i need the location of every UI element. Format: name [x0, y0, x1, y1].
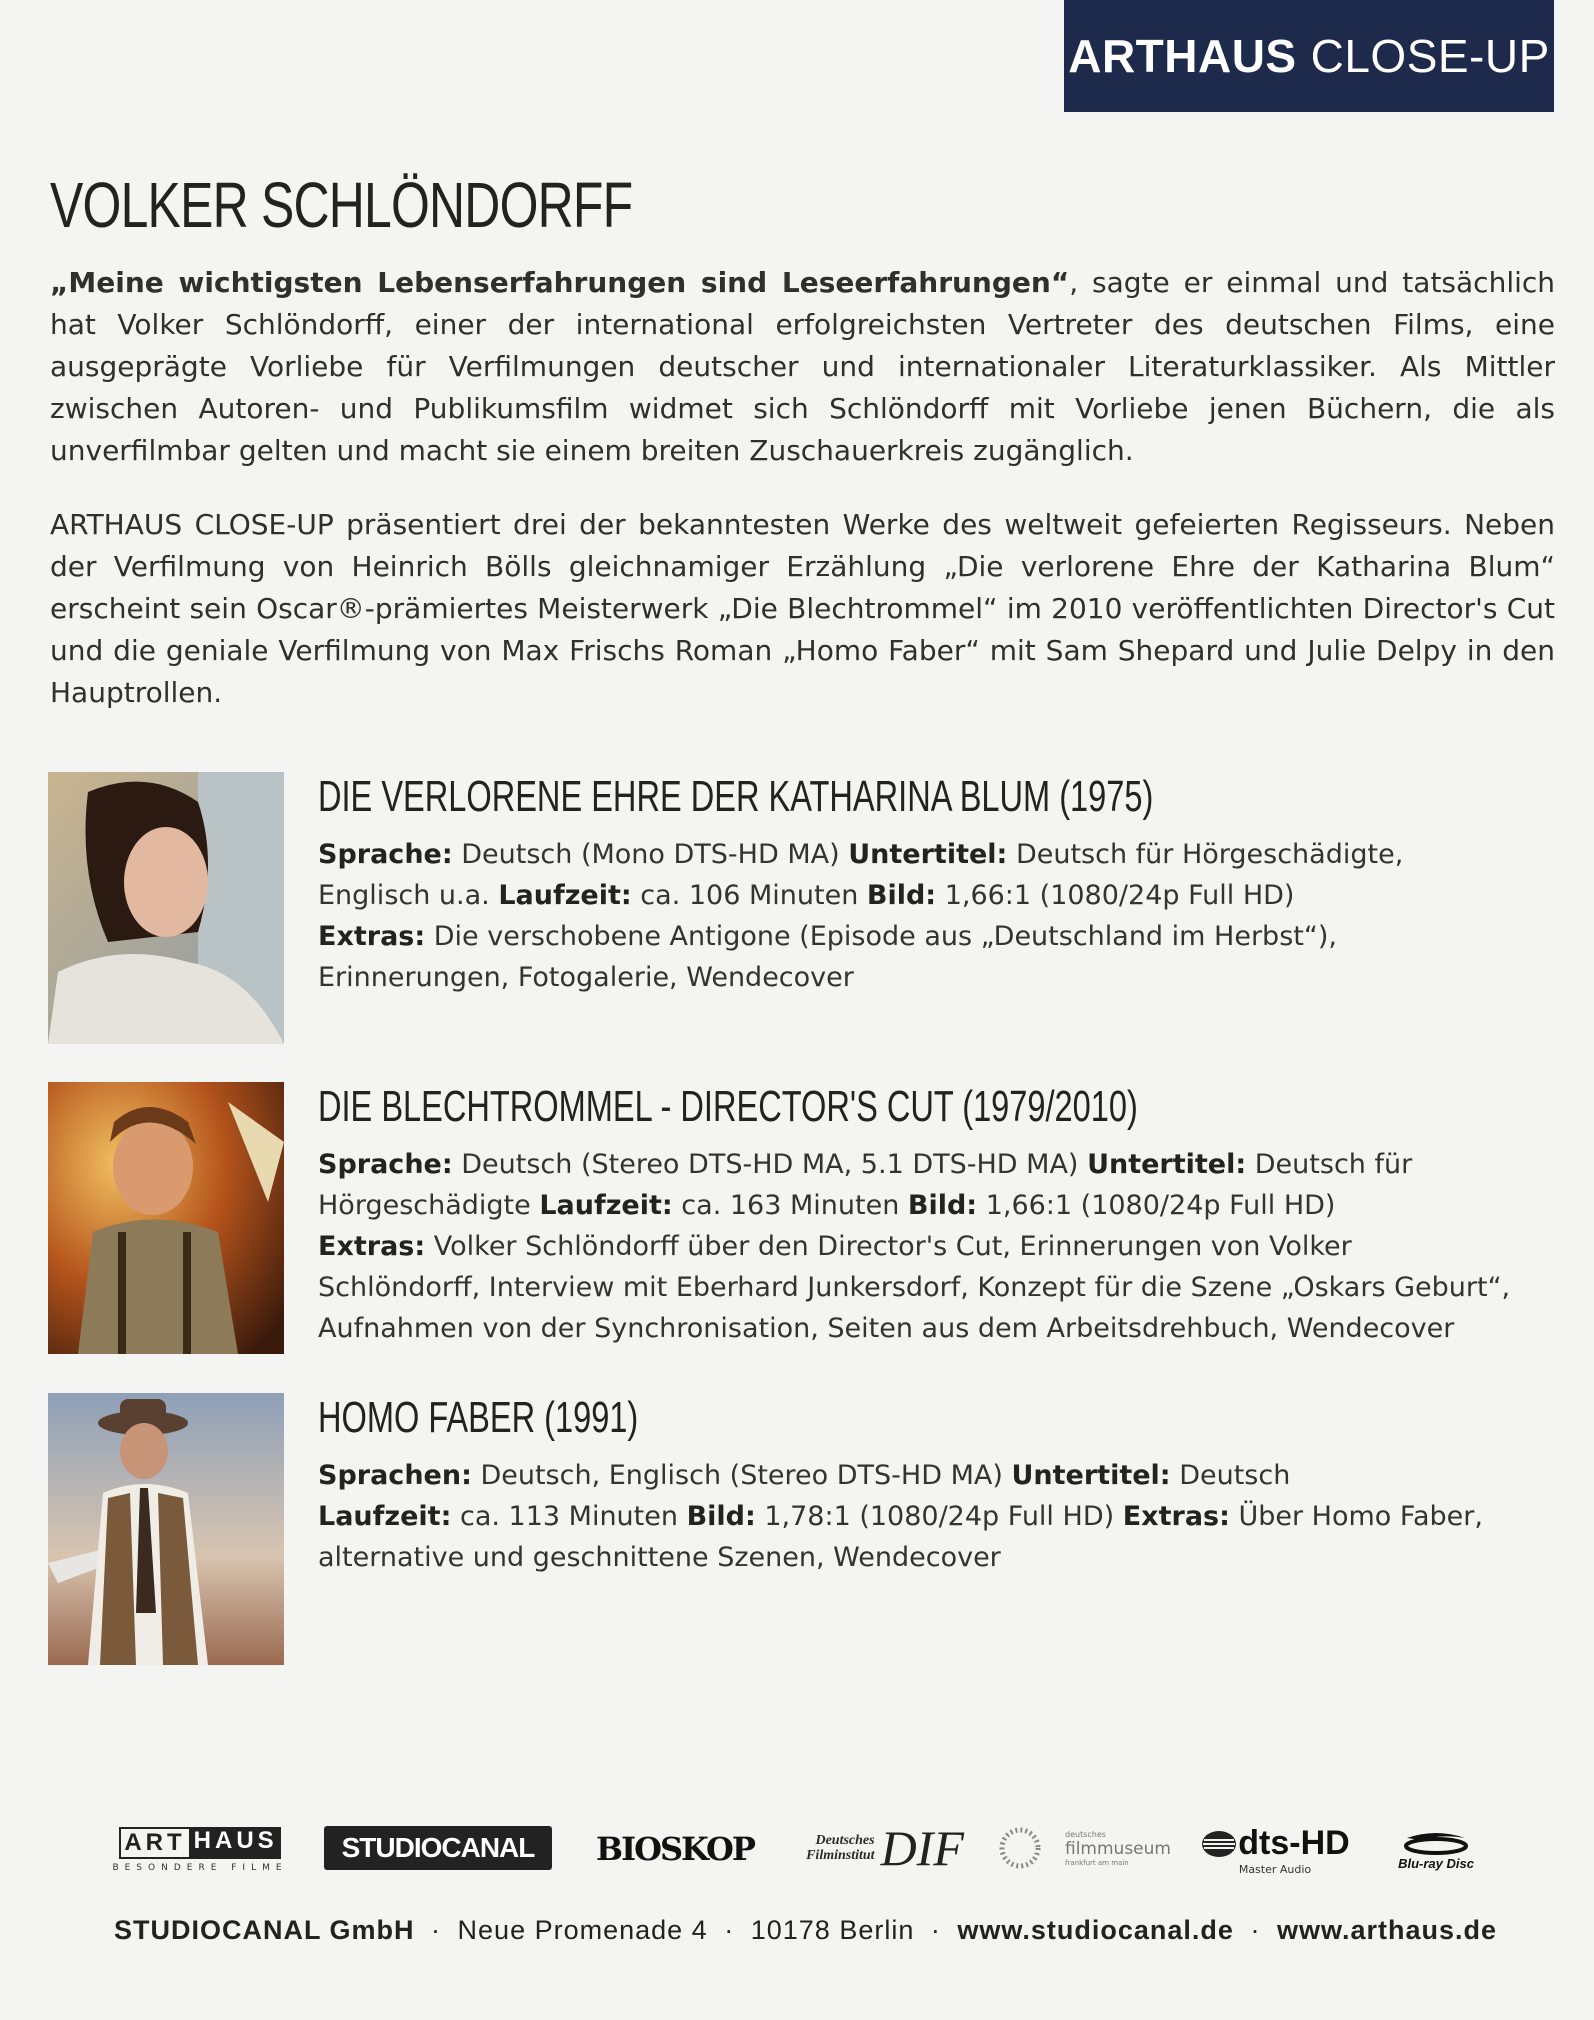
filmmuseum-logo: [1065, 1820, 1185, 1876]
value-untertitel: Deutsch für Hörgeschädigte: [318, 1149, 1413, 1221]
intro-quote: „Meine wichtigsten Lebenserfahrungen sind Leseerfahrungen“: [50, 266, 1070, 299]
dts-hd-logo-subtitle: Master Audio: [1238, 1863, 1312, 1876]
value-extras: Die verschobene Antigone (Episode aus „Deutschland im Herbst“), Erinnerungen, Fotogalerie, Wendecover: [318, 921, 1337, 993]
bioskop-logo: BIOSKOP: [596, 1830, 754, 1868]
label-bild: Bild:: [907, 1190, 978, 1221]
studiocanal-logo: STUDIOCANAL: [324, 1826, 552, 1870]
value-sprache: Deutsch (Stereo DTS-HD MA, 5.1 DTS-HD MA): [452, 1149, 1088, 1180]
bluray-logo-text: Blu-ray Disc: [1398, 1855, 1474, 1871]
intro-paragraph: [50, 262, 1555, 472]
footer-link-arthaus[interactable]: www.arthaus.de: [1276, 1915, 1498, 1945]
footer-link-studiocanal[interactable]: www.studiocanal.de: [957, 1915, 1234, 1945]
film-title: DIE VERLORENE EHRE DER KATHARINA BLUM (1975): [318, 772, 1154, 821]
value-bild: 1,78:1 (1080/24p Full HD): [755, 1501, 1123, 1532]
label-laufzeit: Laufzeit:: [498, 880, 632, 911]
footer-company: STUDIOCANAL GmbH: [114, 1915, 415, 1945]
logo-row: [110, 1820, 1500, 1890]
label-extras: Extras:: [1122, 1501, 1230, 1532]
page-title: VOLKER SCHLÖNDORFF: [50, 169, 633, 241]
dif-logo-small: [806, 1833, 874, 1863]
description-paragraph: ARTHAUS CLOSE-UP präsentiert drei der bekanntesten Werke des weltweit gefeierten Regisseurs. Neben der Verfilmung von Heinrich Bölls gleichnamiger Erzählung „Die verlorene Ehre der Katharina Blum“ erscheint sein Oscar®-prämiertes Meisterwerk „Die Blechtrommel“ im 2010 veröffentlichten Director's Cut und die geniale Verfilmung von Max Frischs Roman „Homo Faber“ mit Sam Shepard und Julie Delpy in den Hauptrollen.: [50, 508, 1555, 709]
film-title: HOMO FABER (1991): [318, 1393, 639, 1442]
film-entry-blechtrommel: [48, 1082, 1558, 1354]
value-extras: Über Homo Faber, alternative und geschnittene Szenen, Wendecover: [318, 1501, 1483, 1573]
value-untertitel: Deutsch für Hörgeschädigte, Englisch u.a.: [318, 839, 1404, 911]
dotted-circle-logo: [990, 1820, 1050, 1876]
label-sprache: Sprachen:: [318, 1460, 472, 1491]
dotted-circle-icon: [995, 1823, 1045, 1873]
dif-logo: [785, 1820, 985, 1876]
label-untertitel: Untertitel:: [1087, 1149, 1247, 1180]
filmmuseum-logo-line-3: frankfurt am main: [1065, 1858, 1129, 1867]
footer-separator: ·: [724, 1915, 735, 1945]
film-still-homo-faber: [48, 1393, 284, 1665]
dts-disc-icon: [1200, 1829, 1238, 1859]
filmmuseum-logo-line-2: filmmuseum: [1065, 1838, 1171, 1859]
value-laufzeit: ca. 106 Minuten: [631, 880, 867, 911]
arthaus-logo-part-2: HAUS: [191, 1827, 281, 1859]
arthaus-logo-part-1: ART: [119, 1827, 190, 1859]
value-sprache: Deutsch, Englisch (Stereo DTS-HD MA): [471, 1460, 1012, 1491]
value-laufzeit: ca. 163 Minuten: [672, 1190, 908, 1221]
label-untertitel: Untertitel:: [848, 839, 1008, 870]
label-untertitel: Untertitel:: [1011, 1460, 1171, 1491]
footer-street: Neue Promenade 4: [457, 1915, 708, 1945]
film-details: [318, 1455, 1518, 1578]
film-title: DIE BLECHTROMMEL - DIRECTOR'S CUT (1979/2010): [318, 1082, 1138, 1131]
dts-hd-logo-text: dts-HD: [1238, 1824, 1350, 1862]
value-sprache: Deutsch (Mono DTS-HD MA): [452, 839, 849, 870]
value-bild: 1,66:1 (1080/24p Full HD): [977, 1190, 1336, 1221]
label-sprache: Sprache:: [318, 1149, 453, 1180]
film-details: [318, 1144, 1518, 1349]
footer-city: 10178 Berlin: [750, 1915, 915, 1945]
arthaus-logo: [110, 1820, 290, 1880]
footer-separator: ·: [930, 1915, 941, 1945]
bluray-disc-icon: [1401, 1830, 1471, 1856]
label-extras: Extras:: [318, 921, 426, 952]
intro-text: , sagte er einmal und tatsächlich hat Volker Schlöndorff, einer der international erfolgreichsten Vertreter des deutschen Films, eine ausgeprägte Vorliebe für Verfilmungen deutscher und internationaler Literaturklassiker. Als Mittler zwischen Autoren- und Publikumsfilm widmet sich Schlöndorff mit Vorliebe jenen Büchern, die als unverfilmbar gelten und macht sie einem breiten Zuschauerkreis zugänglich.: [50, 266, 1556, 467]
footer-address: [114, 1915, 1497, 1946]
dts-hd-logo: [1195, 1820, 1355, 1880]
film-entry-katharina-blum: [48, 772, 1558, 1044]
film-entry-homo-faber: [48, 1393, 1558, 1665]
arthaus-close-up-badge: [1064, 0, 1554, 112]
label-bild: Bild:: [866, 880, 937, 911]
label-bild: Bild:: [686, 1501, 756, 1532]
label-laufzeit: Laufzeit:: [539, 1190, 673, 1221]
filmmuseum-logo-line-1: deutsches: [1065, 1829, 1106, 1839]
arthaus-logo-subtitle: BESONDERE FILME: [112, 1863, 288, 1873]
value-laufzeit: ca. 113 Minuten: [451, 1501, 687, 1532]
footer-separator: ·: [1250, 1915, 1261, 1945]
dif-logo-line-1: Deutsches: [815, 1833, 875, 1848]
film-details: [318, 834, 1518, 998]
film-still-blechtrommel: [48, 1082, 284, 1354]
badge-brand: ARTHAUS: [1068, 30, 1297, 82]
label-sprache: Sprache:: [318, 839, 453, 870]
dif-logo-big: DIF: [880, 1820, 964, 1876]
label-extras: Extras:: [318, 1231, 426, 1262]
value-extras: Volker Schlöndorff über den Director's Cut, Erinnerungen von Volker Schlöndorff, Interview mit Eberhard Junkersdorf, Konzept für die Szene „Oskars Geburt“, Aufnahmen von der Synchronisation, Seiten aus dem Arbeitsdrehbuch, Wendecover: [318, 1231, 1511, 1344]
bluray-logo: [1372, 1820, 1500, 1880]
dif-logo-line-2: Filminstitut: [806, 1848, 875, 1863]
badge-series: CLOSE-UP: [1310, 30, 1550, 82]
footer-separator: ·: [431, 1915, 442, 1945]
label-laufzeit: Laufzeit:: [318, 1501, 452, 1532]
value-bild: 1,66:1 (1080/24p Full HD): [936, 880, 1295, 911]
film-still-katharina-blum: [48, 772, 284, 1044]
value-untertitel: Deutsch: [1170, 1460, 1291, 1491]
